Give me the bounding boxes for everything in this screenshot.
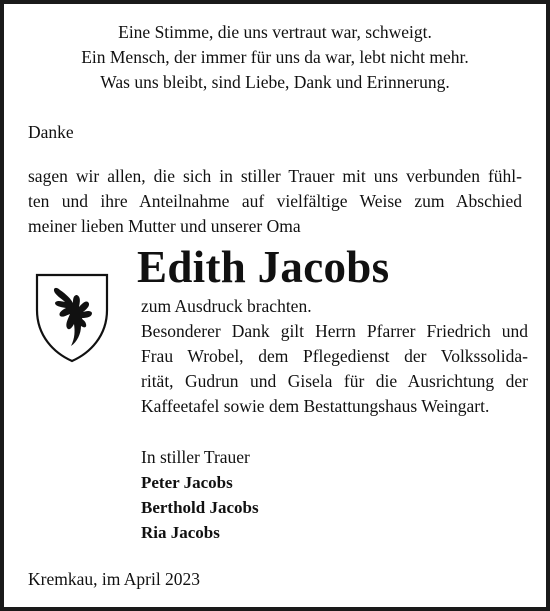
thanks-heading: Danke [28,122,74,142]
intro-line: sagen wir allen, die sich in stiller Trauer mit uns verbunden fühl- [28,166,522,186]
body-line: zum Ausdruck brachten. [141,296,312,316]
place-date: Kremkau, im April 2023 [28,569,201,589]
signature-intro: In stiller Trauer [141,447,250,467]
mourner-name: Peter Jacobs [141,473,233,492]
mourner-name: Ria Jacobs [141,523,220,542]
thanks-paragraph [141,294,528,419]
signature-block [141,445,259,545]
antler-shield-icon [34,272,110,364]
intro-line: meiner lieben Mutter und unserer Oma [28,216,301,236]
intro-paragraph [28,164,522,239]
motto-verse [4,20,546,95]
intro-line: ten und ihre Anteilnahme auf vielfältige Weise zum Abschied [28,191,522,211]
body-line: rität, Gudrun und Gisela für die Ausrichtung der [141,371,528,391]
motto-line: Ein Mensch, der immer für uns da war, lebt nicht mehr. [81,47,469,67]
body-line: Besonderer Dank gilt Herrn Pfarrer Friedrich und [141,321,528,341]
body-line: Frau Wrobel, dem Pflegedienst der Volkssolida- [141,346,528,366]
body-line: Kaffeetafel sowie dem Bestattungshaus Weingart. [141,396,490,416]
motto-line: Eine Stimme, die uns vertraut war, schweigt. [118,22,432,42]
deceased-name: Edith Jacobs [137,242,390,292]
mourner-name: Berthold Jacobs [141,498,259,517]
motto-line: Was uns bleibt, sind Liebe, Dank und Erinnerung. [100,72,450,92]
